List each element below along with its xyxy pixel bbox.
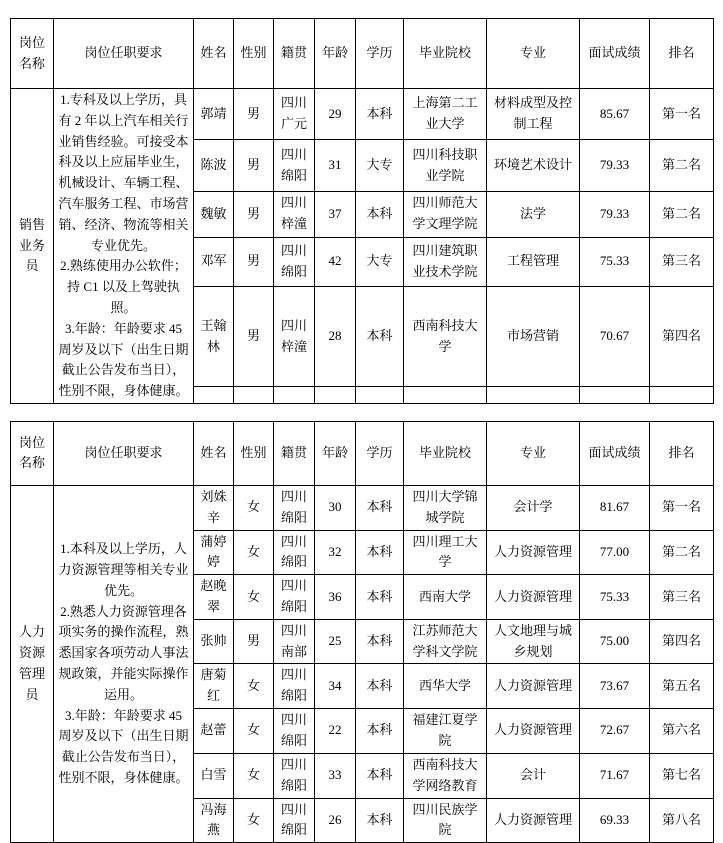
cell-school: 西南科技大学 xyxy=(404,286,487,387)
column-header: 面试成绩 xyxy=(580,421,650,485)
cell-major: 会计学 xyxy=(487,485,580,530)
cell-score: 85.67 xyxy=(580,89,650,140)
cell-major: 人力资源管理 xyxy=(487,664,580,709)
cell-school: 四川师范大学文理学院 xyxy=(404,191,487,237)
cell-school: 江苏师范大学科文学院 xyxy=(404,619,487,664)
header-row xyxy=(11,421,714,485)
empty-cell xyxy=(580,387,650,403)
requirement-paragraph: 1.本科及以上学历，人力资源管理等相关专业优先。 xyxy=(58,541,189,598)
table-gap xyxy=(10,404,713,421)
cell-gender: 女 xyxy=(234,575,274,620)
sales-table-container xyxy=(10,18,713,404)
cell-gender: 女 xyxy=(234,798,274,843)
empty-cell xyxy=(194,387,234,403)
cell-major: 人力资源管理 xyxy=(487,798,580,843)
requirement-paragraph: 2.熟练使用办公软件；持 C1 以及上驾驶执照。 xyxy=(60,258,187,315)
column-header: 岗位名称 xyxy=(11,421,54,485)
cell-gender: 女 xyxy=(234,753,274,798)
cell-score: 72.67 xyxy=(580,708,650,753)
cell-major: 市场营销 xyxy=(487,286,580,387)
cell-name: 张帅 xyxy=(194,619,234,664)
cell-name: 魏敏 xyxy=(194,191,234,237)
requirement-paragraph: 1.专科及以上学历，具有 2 年以上汽车相关行业销售经验。可接受本科及以上应届毕业生，机械设计、车辆工程、汽车服务工程、市场营销、经济、物流等相关专业优先。 xyxy=(58,92,189,253)
cell-gender: 男 xyxy=(234,619,274,664)
cell-education: 本科 xyxy=(356,753,404,798)
empty-cell xyxy=(234,387,274,403)
cell-hometown: 四川绵阳 xyxy=(274,708,315,753)
column-header: 籍贯 xyxy=(274,421,315,485)
column-header: 毕业院校 xyxy=(404,19,487,89)
cell-education: 本科 xyxy=(356,191,404,237)
cell-name: 赵晚翠 xyxy=(194,575,234,620)
cell-gender: 女 xyxy=(234,530,274,575)
cell-school: 四川建筑职业技术学院 xyxy=(404,237,487,286)
cell-rank: 第一名 xyxy=(650,89,714,140)
cell-school: 四川理工大学 xyxy=(404,530,487,575)
cell-rank: 第四名 xyxy=(650,286,714,387)
cell-name: 白雪 xyxy=(194,753,234,798)
cell-hometown: 四川梓潼 xyxy=(274,286,315,387)
cell-hometown: 四川绵阳 xyxy=(274,485,315,530)
cell-age: 22 xyxy=(315,708,356,753)
cell-education: 本科 xyxy=(356,485,404,530)
cell-major: 人力资源管理 xyxy=(487,530,580,575)
cell-hometown: 四川南部 xyxy=(274,619,315,664)
column-header: 性别 xyxy=(234,421,274,485)
cell-school: 西南大学 xyxy=(404,575,487,620)
table-row xyxy=(11,89,714,140)
cell-gender: 男 xyxy=(234,140,274,191)
requirement-paragraph: 3.年龄：年龄要求 45 周岁及以下（出生日期截止公告发布当日），性别不限，身体健康。 xyxy=(58,320,189,399)
column-header: 毕业院校 xyxy=(404,421,487,485)
cell-education: 本科 xyxy=(356,619,404,664)
cell-rank: 第七名 xyxy=(650,753,714,798)
cell-age: 36 xyxy=(315,575,356,620)
column-header: 面试成绩 xyxy=(580,19,650,89)
column-header: 学历 xyxy=(356,19,404,89)
requirement-paragraph: 3.年龄：年龄要求 45 周岁及以下（出生日期截止公告发布当日），性别不限，身体健康。 xyxy=(58,707,189,786)
position-requirements-cell xyxy=(54,89,194,404)
cell-school: 西南科技大学网络教育 xyxy=(404,753,487,798)
cell-major: 材料成型及控制工程 xyxy=(487,89,580,140)
cell-gender: 男 xyxy=(234,191,274,237)
cell-score: 75.00 xyxy=(580,619,650,664)
cell-name: 陈波 xyxy=(194,140,234,191)
cell-education: 本科 xyxy=(356,575,404,620)
empty-cell xyxy=(487,387,580,403)
column-header: 排名 xyxy=(650,19,714,89)
cell-name: 郭靖 xyxy=(194,89,234,140)
cell-age: 33 xyxy=(315,753,356,798)
cell-gender: 男 xyxy=(234,286,274,387)
cell-age: 42 xyxy=(315,237,356,286)
cell-score: 75.33 xyxy=(580,575,650,620)
cell-score: 69.33 xyxy=(580,798,650,843)
cell-rank: 第六名 xyxy=(650,708,714,753)
cell-school: 上海第二工业大学 xyxy=(404,89,487,140)
cell-major: 法学 xyxy=(487,191,580,237)
cell-rank: 第二名 xyxy=(650,191,714,237)
cell-age: 37 xyxy=(315,191,356,237)
cell-rank: 第二名 xyxy=(650,140,714,191)
column-header: 专业 xyxy=(487,421,580,485)
cell-gender: 女 xyxy=(234,485,274,530)
cell-education: 本科 xyxy=(356,664,404,709)
cell-gender: 女 xyxy=(234,708,274,753)
cell-school: 福建江夏学院 xyxy=(404,708,487,753)
column-header: 岗位任职要求 xyxy=(54,421,194,485)
cell-score: 75.33 xyxy=(580,237,650,286)
cell-major: 工程管理 xyxy=(487,237,580,286)
cell-score: 81.67 xyxy=(580,485,650,530)
cell-hometown: 四川广元 xyxy=(274,89,315,140)
cell-name: 邓军 xyxy=(194,237,234,286)
empty-cell xyxy=(650,387,714,403)
cell-score: 71.67 xyxy=(580,753,650,798)
cell-name: 冯海燕 xyxy=(194,798,234,843)
cell-rank: 第五名 xyxy=(650,664,714,709)
recruitment-table-hr xyxy=(10,421,714,843)
header-row xyxy=(11,19,714,89)
cell-age: 32 xyxy=(315,530,356,575)
cell-major: 人力资源管理 xyxy=(487,708,580,753)
cell-age: 34 xyxy=(315,664,356,709)
cell-major: 会计 xyxy=(487,753,580,798)
hr-table-container xyxy=(10,421,713,843)
column-header: 年龄 xyxy=(315,19,356,89)
column-header: 排名 xyxy=(650,421,714,485)
cell-name: 刘姝辛 xyxy=(194,485,234,530)
cell-hometown: 四川绵阳 xyxy=(274,753,315,798)
empty-cell xyxy=(274,387,315,403)
empty-cell xyxy=(356,387,404,403)
column-header: 学历 xyxy=(356,421,404,485)
cell-score: 79.33 xyxy=(580,191,650,237)
cell-school: 西华大学 xyxy=(404,664,487,709)
cell-hometown: 四川绵阳 xyxy=(274,530,315,575)
cell-education: 本科 xyxy=(356,708,404,753)
cell-age: 30 xyxy=(315,485,356,530)
cell-school: 四川科技职业学院 xyxy=(404,140,487,191)
cell-hometown: 四川绵阳 xyxy=(274,140,315,191)
cell-rank: 第三名 xyxy=(650,237,714,286)
cell-education: 大专 xyxy=(356,237,404,286)
cell-rank: 第八名 xyxy=(650,798,714,843)
cell-education: 本科 xyxy=(356,286,404,387)
column-header: 性别 xyxy=(234,19,274,89)
position-name-cell: 销售业务员 xyxy=(11,89,54,404)
cell-hometown: 四川绵阳 xyxy=(274,664,315,709)
cell-rank: 第一名 xyxy=(650,485,714,530)
column-header: 姓名 xyxy=(194,19,234,89)
column-header: 岗位名称 xyxy=(11,19,54,89)
cell-major: 环境艺术设计 xyxy=(487,140,580,191)
cell-major: 人文地理与城乡规划 xyxy=(487,619,580,664)
cell-education: 本科 xyxy=(356,798,404,843)
cell-age: 26 xyxy=(315,798,356,843)
cell-major: 人力资源管理 xyxy=(487,575,580,620)
position-name-cell: 人力资源管理员 xyxy=(11,485,54,842)
position-requirements-cell xyxy=(54,485,194,842)
cell-education: 大专 xyxy=(356,140,404,191)
cell-education: 本科 xyxy=(356,89,404,140)
cell-rank: 第三名 xyxy=(650,575,714,620)
cell-rank: 第四名 xyxy=(650,619,714,664)
cell-school: 四川民族学院 xyxy=(404,798,487,843)
requirement-paragraph: 2.熟悉人力资源管理各项实务的操作流程，熟悉国家各项劳动人事法规政策，并能实际操作运用。 xyxy=(58,603,189,702)
table-row xyxy=(11,485,714,530)
cell-name: 唐菊红 xyxy=(194,664,234,709)
cell-gender: 女 xyxy=(234,664,274,709)
column-header: 年龄 xyxy=(315,421,356,485)
cell-gender: 男 xyxy=(234,89,274,140)
column-header: 岗位任职要求 xyxy=(54,19,194,89)
column-header: 专业 xyxy=(487,19,580,89)
cell-name: 蒲婷婷 xyxy=(194,530,234,575)
column-header: 籍贯 xyxy=(274,19,315,89)
cell-rank: 第二名 xyxy=(650,530,714,575)
cell-hometown: 四川绵阳 xyxy=(274,575,315,620)
cell-age: 31 xyxy=(315,140,356,191)
cell-education: 本科 xyxy=(356,530,404,575)
cell-age: 25 xyxy=(315,619,356,664)
cell-hometown: 四川梓潼 xyxy=(274,191,315,237)
cell-name: 赵蕾 xyxy=(194,708,234,753)
cell-hometown: 四川绵阳 xyxy=(274,237,315,286)
recruitment-table-sales xyxy=(10,18,714,404)
cell-school: 四川大学锦城学院 xyxy=(404,485,487,530)
cell-name: 王翰林 xyxy=(194,286,234,387)
cell-score: 70.67 xyxy=(580,286,650,387)
cell-score: 79.33 xyxy=(580,140,650,191)
cell-hometown: 四川绵阳 xyxy=(274,798,315,843)
cell-age: 28 xyxy=(315,286,356,387)
empty-cell xyxy=(404,387,487,403)
column-header: 姓名 xyxy=(194,421,234,485)
cell-score: 73.67 xyxy=(580,664,650,709)
cell-score: 77.00 xyxy=(580,530,650,575)
cell-age: 29 xyxy=(315,89,356,140)
empty-cell xyxy=(315,387,356,403)
cell-gender: 男 xyxy=(234,237,274,286)
